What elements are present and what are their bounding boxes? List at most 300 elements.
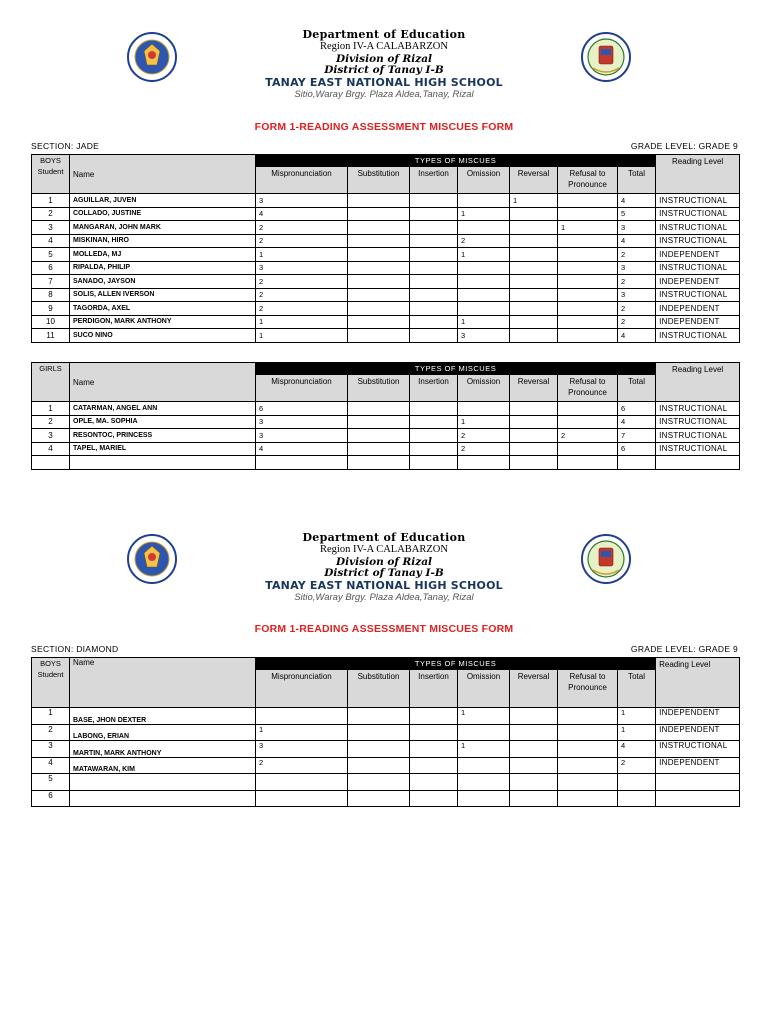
table-row [32, 315, 740, 329]
omission-count [458, 402, 510, 416]
substitution-count [348, 329, 410, 343]
reading-level: INSTRUCTIONAL [656, 261, 740, 275]
insertion-count [410, 248, 458, 262]
table-row [32, 261, 740, 275]
mispronunciation-count: 4 [256, 442, 348, 456]
reading-level: INSTRUCTIONAL [656, 429, 740, 443]
table-row [32, 741, 740, 758]
reversal-count [510, 741, 558, 758]
insertion-header: Insertion [410, 167, 458, 194]
insertion-count [410, 221, 458, 235]
table-row [32, 774, 740, 791]
total-count: 4 [618, 329, 656, 343]
substitution-header: Substitution [348, 375, 410, 402]
boys-label: BOYS [40, 156, 61, 165]
reversal-header: Reversal [510, 670, 558, 708]
row-number: 3 [32, 741, 70, 758]
table-row [32, 207, 740, 221]
omission-count [458, 275, 510, 289]
table-row [32, 757, 740, 774]
total-count: 1 [618, 708, 656, 725]
student-name: SUCO NINO [70, 329, 256, 343]
mispronunciation-count: 2 [256, 757, 348, 774]
substitution-count [348, 757, 410, 774]
student-name: MANGARAN, JOHN MARK [70, 221, 256, 235]
insertion-count [410, 456, 458, 470]
student-name: CATARMAN, ANGEL ANN [70, 402, 256, 416]
student-name: OPLE, MA. SOPHIA [70, 415, 256, 429]
mispronunciation-count [256, 456, 348, 470]
reading-level: INDEPENDENT [656, 302, 740, 316]
refusal-count [558, 329, 618, 343]
insertion-header: Insertion [410, 670, 458, 708]
insertion-count [410, 415, 458, 429]
insertion-count [410, 757, 458, 774]
refusal-count [558, 248, 618, 262]
substitution-header: Substitution [348, 167, 410, 194]
reversal-count [510, 456, 558, 470]
table-row [32, 302, 740, 316]
insertion-count [410, 402, 458, 416]
reversal-count [510, 248, 558, 262]
student-name [70, 456, 256, 470]
boys-label: BOYS [40, 659, 61, 668]
refusal-header: Refusal to Pronounce [558, 375, 618, 402]
mispronunciation-count [256, 708, 348, 725]
insertion-count [410, 790, 458, 807]
insertion-count [410, 207, 458, 221]
insertion-count [410, 275, 458, 289]
form-title: FORM 1-READING ASSESSMENT MISCUES FORM [254, 121, 514, 133]
jade-boys-table [31, 154, 740, 343]
reversal-count [510, 724, 558, 741]
mispronunciation-count: 3 [256, 415, 348, 429]
row-number: 2 [32, 415, 70, 429]
total-header: Total [618, 167, 656, 194]
total-count: 5 [618, 207, 656, 221]
omission-count [458, 757, 510, 774]
row-number: 3 [32, 429, 70, 443]
substitution-count [348, 790, 410, 807]
substitution-count [348, 234, 410, 248]
row-number: 1 [32, 708, 70, 725]
insertion-count [410, 194, 458, 208]
refusal-count [558, 194, 618, 208]
refusal-count [558, 234, 618, 248]
reading-level: INDEPENDENT [656, 248, 740, 262]
student-name: BASE, JHON DEXTER [70, 708, 256, 725]
omission-count [458, 194, 510, 208]
total-count: 3 [618, 221, 656, 235]
reversal-header: Reversal [510, 375, 558, 402]
refusal-count: 2 [558, 429, 618, 443]
row-number: 7 [32, 275, 70, 289]
table-row [32, 248, 740, 262]
reversal-count [510, 757, 558, 774]
student-name: SOLIS, ALLEN IVERSON [70, 288, 256, 302]
table-row [32, 402, 740, 416]
row-number: 4 [32, 234, 70, 248]
insertion-count [410, 708, 458, 725]
student-name: AGUILLAR, JUVEN [70, 194, 256, 208]
row-number: 4 [32, 442, 70, 456]
mispronunciation-count: 6 [256, 402, 348, 416]
reversal-count [510, 275, 558, 289]
omission-header: Omission [458, 375, 510, 402]
table-row [32, 194, 740, 208]
total-count: 2 [618, 275, 656, 289]
omission-count: 1 [458, 741, 510, 758]
refusal-count [558, 402, 618, 416]
reading-level: INDEPENDENT [656, 275, 740, 289]
mispronunciation-count: 1 [256, 724, 348, 741]
refusal-count [558, 275, 618, 289]
reversal-count [510, 429, 558, 443]
omission-count: 1 [458, 315, 510, 329]
mispronunciation-count: 3 [256, 429, 348, 443]
row-number: 9 [32, 302, 70, 316]
omission-count: 1 [458, 708, 510, 725]
row-number: 4 [32, 757, 70, 774]
reversal-count [510, 442, 558, 456]
total-count: 2 [618, 248, 656, 262]
refusal-count [558, 708, 618, 725]
reversal-count: 1 [510, 194, 558, 208]
row-number: 10 [32, 315, 70, 329]
mispronunciation-count: 2 [256, 221, 348, 235]
section-label: SECTION: JADE [31, 141, 100, 151]
reversal-count [510, 415, 558, 429]
omission-count [458, 790, 510, 807]
reversal-count [510, 774, 558, 791]
student-label: Student [37, 669, 64, 679]
name-header: Name [70, 155, 256, 194]
table-row [32, 234, 740, 248]
school-header [0, 29, 768, 100]
total-count: 3 [618, 288, 656, 302]
refusal-count: 1 [558, 221, 618, 235]
substitution-count [348, 221, 410, 235]
girls-label: GIRLS [39, 364, 62, 373]
omission-count [458, 774, 510, 791]
mispronunciation-count: 1 [256, 248, 348, 262]
division-name: Division of Rizal [335, 555, 433, 568]
omission-count: 2 [458, 442, 510, 456]
omission-header: Omission [458, 167, 510, 194]
reading-level: INSTRUCTIONAL [656, 288, 740, 302]
reading-level: INDEPENDENT [656, 724, 740, 741]
diamond-boys-table [31, 657, 740, 807]
reading-level: INSTRUCTIONAL [656, 221, 740, 235]
omission-count [458, 302, 510, 316]
reading-level: INSTRUCTIONAL [656, 415, 740, 429]
total-count: 6 [618, 402, 656, 416]
row-number: 2 [32, 207, 70, 221]
table-row [32, 429, 740, 443]
insertion-count [410, 288, 458, 302]
omission-count [458, 288, 510, 302]
school-address: Sitio,Waray Brgy. Plaza Aldea,Tanay, Rizal [294, 88, 474, 100]
total-count [618, 456, 656, 470]
substitution-count [348, 261, 410, 275]
table-row [32, 288, 740, 302]
omission-header: Omission [458, 670, 510, 708]
district-name: District of Tanay I-B [324, 567, 444, 580]
substitution-header: Substitution [348, 670, 410, 708]
division-name: Division of Rizal [335, 52, 433, 65]
substitution-count [348, 288, 410, 302]
reading-level [656, 774, 740, 791]
refusal-count [558, 288, 618, 302]
insertion-count [410, 442, 458, 456]
omission-count: 1 [458, 248, 510, 262]
substitution-count [348, 248, 410, 262]
school-name: TANAY EAST NATIONAL HIGH SCHOOL [265, 578, 503, 592]
reading-level: INSTRUCTIONAL [656, 402, 740, 416]
reading-level: INSTRUCTIONAL [656, 442, 740, 456]
omission-count [458, 456, 510, 470]
substitution-count [348, 315, 410, 329]
school-header [0, 532, 768, 603]
mispronunciation-count: 3 [256, 741, 348, 758]
mispronunciation-count: 1 [256, 329, 348, 343]
refusal-count [558, 774, 618, 791]
name-header: Name [70, 363, 256, 402]
row-number: 2 [32, 724, 70, 741]
section-label: SECTION: DIAMOND [31, 644, 119, 654]
table-row [32, 456, 740, 470]
reversal-count [510, 708, 558, 725]
omission-count: 2 [458, 429, 510, 443]
row-number: 1 [32, 194, 70, 208]
school-address: Sitio,Waray Brgy. Plaza Aldea,Tanay, Rizal [294, 591, 474, 603]
refusal-count [558, 442, 618, 456]
substitution-count [348, 402, 410, 416]
omission-count [458, 261, 510, 275]
school-name: TANAY EAST NATIONAL HIGH SCHOOL [265, 75, 503, 89]
reading-level-header: Reading Level [656, 658, 740, 708]
refusal-count [558, 261, 618, 275]
total-count: 4 [618, 415, 656, 429]
refusal-count [558, 315, 618, 329]
refusal-header: Refusal to Pronounce [558, 167, 618, 194]
reading-level [656, 790, 740, 807]
insertion-count [410, 234, 458, 248]
reading-level: INSTRUCTIONAL [656, 194, 740, 208]
row-number: 11 [32, 329, 70, 343]
reading-level-header: Reading Level [656, 155, 740, 194]
student-name: TAGORDA, AXEL [70, 302, 256, 316]
insertion-count [410, 315, 458, 329]
mispronunciation-count: 2 [256, 234, 348, 248]
refusal-count [558, 790, 618, 807]
reading-level: INDEPENDENT [656, 708, 740, 725]
types-of-miscues-header: TYPES OF MISCUES [256, 155, 656, 167]
insertion-count [410, 329, 458, 343]
row-number [32, 456, 70, 470]
reversal-count [510, 234, 558, 248]
substitution-count [348, 429, 410, 443]
mispronunciation-count: 4 [256, 207, 348, 221]
department-name: Department of Education [302, 28, 466, 41]
insertion-count [410, 302, 458, 316]
student-label: Student [37, 166, 64, 176]
mispronunciation-header: Mispronunciation [256, 167, 348, 194]
total-count: 7 [618, 429, 656, 443]
name-header: Name [70, 658, 256, 708]
mispronunciation-count: 3 [256, 194, 348, 208]
table-row [32, 442, 740, 456]
reading-level-header: Reading Level [656, 363, 740, 402]
reading-level: INDEPENDENT [656, 757, 740, 774]
reading-level: INSTRUCTIONAL [656, 234, 740, 248]
reversal-header: Reversal [510, 167, 558, 194]
refusal-count [558, 741, 618, 758]
student-name: TAPEL, MARIEL [70, 442, 256, 456]
reversal-count [510, 302, 558, 316]
insertion-count [410, 741, 458, 758]
refusal-count [558, 724, 618, 741]
total-count: 4 [618, 741, 656, 758]
grade-level-label: GRADE LEVEL: GRADE 9 [630, 644, 738, 654]
types-of-miscues-header: TYPES OF MISCUES [256, 658, 656, 670]
reading-level: INDEPENDENT [656, 315, 740, 329]
omission-count: 2 [458, 234, 510, 248]
substitution-count [348, 741, 410, 758]
reversal-count [510, 207, 558, 221]
mispronunciation-count: 2 [256, 288, 348, 302]
table-row [32, 708, 740, 725]
reading-level: INSTRUCTIONAL [656, 329, 740, 343]
refusal-count [558, 302, 618, 316]
substitution-count [348, 724, 410, 741]
refusal-count [558, 207, 618, 221]
boys-header [32, 658, 70, 708]
substitution-count [348, 302, 410, 316]
insertion-header: Insertion [410, 375, 458, 402]
reading-level [656, 456, 740, 470]
substitution-count [348, 774, 410, 791]
substitution-count [348, 194, 410, 208]
row-number: 6 [32, 790, 70, 807]
mispronunciation-header: Mispronunciation [256, 375, 348, 402]
department-name: Department of Education [302, 531, 466, 544]
refusal-count [558, 757, 618, 774]
student-name: RESONTOC, PRINCESS [70, 429, 256, 443]
mispronunciation-count: 1 [256, 315, 348, 329]
total-count [618, 790, 656, 807]
table-row [32, 221, 740, 235]
row-number: 5 [32, 774, 70, 791]
substitution-count [348, 442, 410, 456]
student-name: MISKINAN, HIRO [70, 234, 256, 248]
student-name [70, 790, 256, 807]
total-count: 4 [618, 234, 656, 248]
omission-count: 1 [458, 415, 510, 429]
reversal-count [510, 288, 558, 302]
omission-count: 3 [458, 329, 510, 343]
table-row [32, 275, 740, 289]
student-name [70, 774, 256, 791]
student-name: LABONG, ERIAN [70, 724, 256, 741]
insertion-count [410, 724, 458, 741]
refusal-header: Refusal to Pronounce [558, 670, 618, 708]
reversal-count [510, 402, 558, 416]
student-name: COLLADO, JUSTINE [70, 207, 256, 221]
total-count: 2 [618, 302, 656, 316]
mispronunciation-count [256, 790, 348, 807]
jade-girls-table [31, 362, 740, 470]
table-row [32, 415, 740, 429]
reading-level: INSTRUCTIONAL [656, 741, 740, 758]
girls-header [32, 363, 70, 402]
mispronunciation-header: Mispronunciation [256, 670, 348, 708]
table-row [32, 329, 740, 343]
student-name: SANADO, JAYSON [70, 275, 256, 289]
student-name: PERDIGON, MARK ANTHONY [70, 315, 256, 329]
mispronunciation-count [256, 774, 348, 791]
student-name: MOLLEDA, MJ [70, 248, 256, 262]
omission-count [458, 221, 510, 235]
region-name: Region IV-A CALABARZON [320, 41, 448, 53]
district-name: District of Tanay I-B [324, 64, 444, 77]
insertion-count [410, 774, 458, 791]
total-count: 3 [618, 261, 656, 275]
total-header: Total [618, 375, 656, 402]
substitution-count [348, 456, 410, 470]
insertion-count [410, 429, 458, 443]
total-count: 6 [618, 442, 656, 456]
omission-count [458, 724, 510, 741]
mispronunciation-count: 3 [256, 261, 348, 275]
insertion-count [410, 261, 458, 275]
row-number: 5 [32, 248, 70, 262]
mispronunciation-count: 2 [256, 275, 348, 289]
total-count [618, 774, 656, 791]
region-name: Region IV-A CALABARZON [320, 544, 448, 556]
total-count: 2 [618, 757, 656, 774]
boys-header [32, 155, 70, 194]
student-name: MARTIN, MARK ANTHONY [70, 741, 256, 758]
reading-level: INSTRUCTIONAL [656, 207, 740, 221]
total-header: Total [618, 670, 656, 708]
table-row [32, 724, 740, 741]
student-name: RIPALDA, PHILIP [70, 261, 256, 275]
total-count: 2 [618, 315, 656, 329]
reversal-count [510, 329, 558, 343]
reversal-count [510, 221, 558, 235]
row-number: 6 [32, 261, 70, 275]
table-row [32, 790, 740, 807]
refusal-count [558, 456, 618, 470]
reversal-count [510, 261, 558, 275]
reversal-count [510, 790, 558, 807]
row-number: 1 [32, 402, 70, 416]
substitution-count [348, 415, 410, 429]
grade-level-label: GRADE LEVEL: GRADE 9 [630, 141, 738, 151]
substitution-count [348, 207, 410, 221]
row-number: 8 [32, 288, 70, 302]
total-count: 4 [618, 194, 656, 208]
refusal-count [558, 415, 618, 429]
reversal-count [510, 315, 558, 329]
substitution-count [348, 275, 410, 289]
types-of-miscues-header: TYPES OF MISCUES [256, 363, 656, 375]
row-number: 3 [32, 221, 70, 235]
total-count: 1 [618, 724, 656, 741]
omission-count: 1 [458, 207, 510, 221]
mispronunciation-count: 2 [256, 302, 348, 316]
